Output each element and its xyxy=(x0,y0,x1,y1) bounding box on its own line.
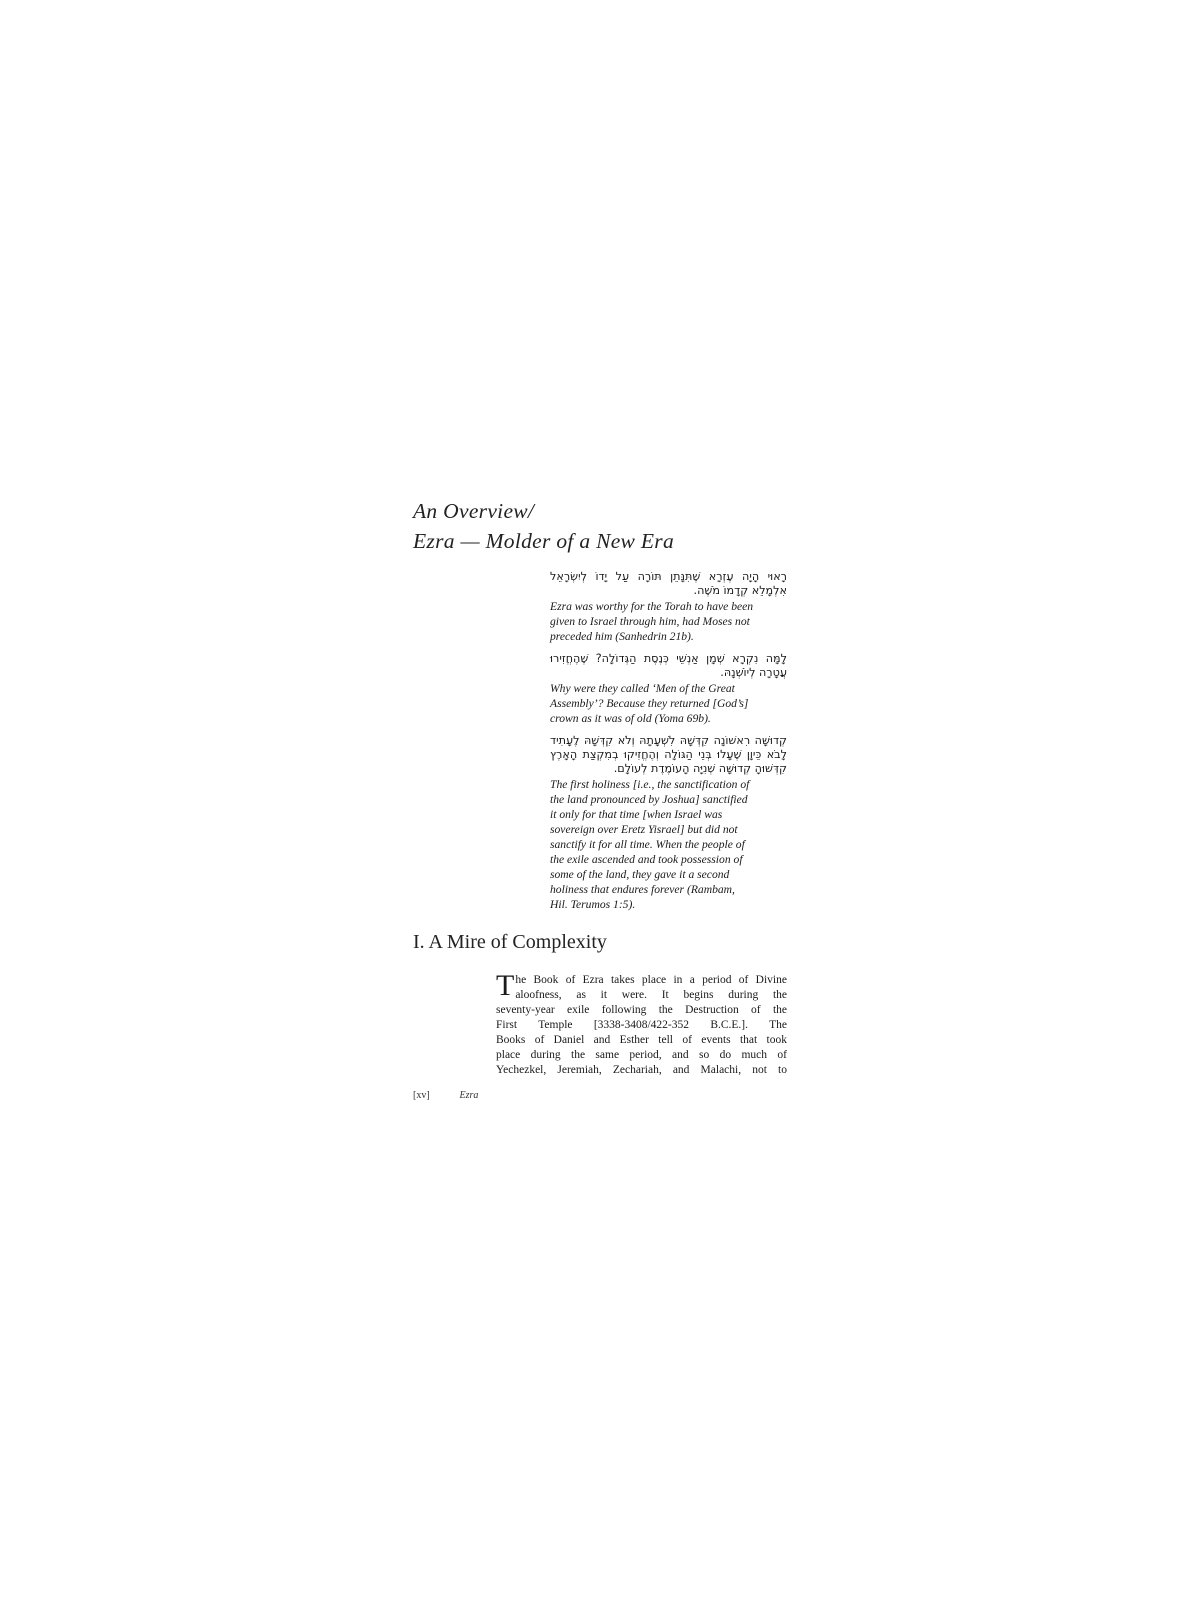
translation-line: Why were they called ‘Men of the Great xyxy=(550,682,735,695)
translation-line: Assembly’? Because they returned [God’s] xyxy=(550,697,749,710)
body-paragraph xyxy=(496,969,787,1078)
epigraphs xyxy=(550,570,787,920)
translation-line: Ezra was worthy for the Torah to have been xyxy=(550,600,754,613)
translation-line: given to Israel through him, had Moses not xyxy=(550,615,750,628)
page-footer xyxy=(413,1090,478,1101)
body-line: aloofness, as it were. It begins during the xyxy=(515,989,787,1001)
page-number: [xv] xyxy=(413,1090,430,1101)
translation-line: preceded him (Sanhedrin 21b). xyxy=(550,630,694,643)
body-line: Yechezkel, Jeremiah, Zechariah, and Malachi, not to xyxy=(496,1064,787,1076)
translation-line: some of the land, they gave it a second xyxy=(550,868,730,881)
body-line: he Book of Ezra takes place in a period of Divine xyxy=(515,974,787,986)
epigraph-hebrew: רָאוּי הָיָה עֶזְרָא שֶׁתִּנָּתֵן תּוֹרָה עַל יָדוֹ לְיִשְׂרָאֵל אִלְמָלֵא קְדָמוֹ מֹשֶׁה. xyxy=(550,570,787,597)
drop-cap: T xyxy=(496,969,515,1002)
translation-line: crown as it was of old (Yoma 69b). xyxy=(550,712,711,725)
epigraph-translation xyxy=(550,777,787,912)
epigraph-translation xyxy=(550,599,787,644)
translation-line: sanctify it for all time. When the people of xyxy=(550,838,745,851)
running-title: Ezra xyxy=(459,1090,479,1101)
translation-line: the land pronounced by Joshua] sanctified xyxy=(550,793,748,806)
page-title xyxy=(413,496,813,556)
epigraph-rambam xyxy=(550,734,787,912)
epigraph-hebrew: קְדוּשָּׁה רִאשׁוֹנָה קִדְּשָׁהּ לִשְׁעָתָהּ וְלֹא קִדְּשָׁהּ לֶעָתִיד לָבֹא כֵּיוָן שֶׁעָלוּ בְּנֵי הַגּוֹלָה וְהֶחֱזִיקוּ בְמִקְצַת הָאָרֶץ קִדְּשׁוּהָ קְדוּשָּׁה שְׁנִיָּה הָעוֹמֶדֶת לְעוֹלָם. xyxy=(550,734,787,775)
translation-line: Hil. Terumos 1:5). xyxy=(550,898,636,911)
title-line-1: An Overview/ xyxy=(413,499,535,523)
body-line: Books of Daniel and Esther tell of events that took xyxy=(496,1034,787,1046)
section-heading: I. A Mire of Complexity xyxy=(413,931,607,953)
epigraph-sanhedrin xyxy=(550,570,787,644)
translation-line: holiness that endures forever (Rambam, xyxy=(550,883,735,896)
translation-line: The first holiness [i.e., the sanctification of xyxy=(550,778,750,791)
body-line: First Temple [3338-3408/422-352 B.C.E.]. The xyxy=(496,1019,787,1031)
body-line: place during the same period, and so do much of xyxy=(496,1049,787,1061)
epigraph-translation xyxy=(550,681,787,726)
translation-line: the exile ascended and took possession of xyxy=(550,853,743,866)
epigraph-hebrew: לָמָּה נִקְרָא שְׁמָן אַנְשֵׁי כְּנֶסֶת הַגְּדוֹלָה? שֶׁהֶחֱזִירוּ עֲטָרָה לְיוֹשְׁנָהּ. xyxy=(550,652,787,679)
title-line-2: Ezra — Molder of a New Era xyxy=(413,529,675,553)
translation-line: it only for that time [when Israel was xyxy=(550,808,723,821)
body-line: seventy-year exile following the Destruction of the xyxy=(496,1004,787,1016)
epigraph-yoma xyxy=(550,652,787,726)
translation-line: sovereign over Eretz Yisrael] but did not xyxy=(550,823,738,836)
